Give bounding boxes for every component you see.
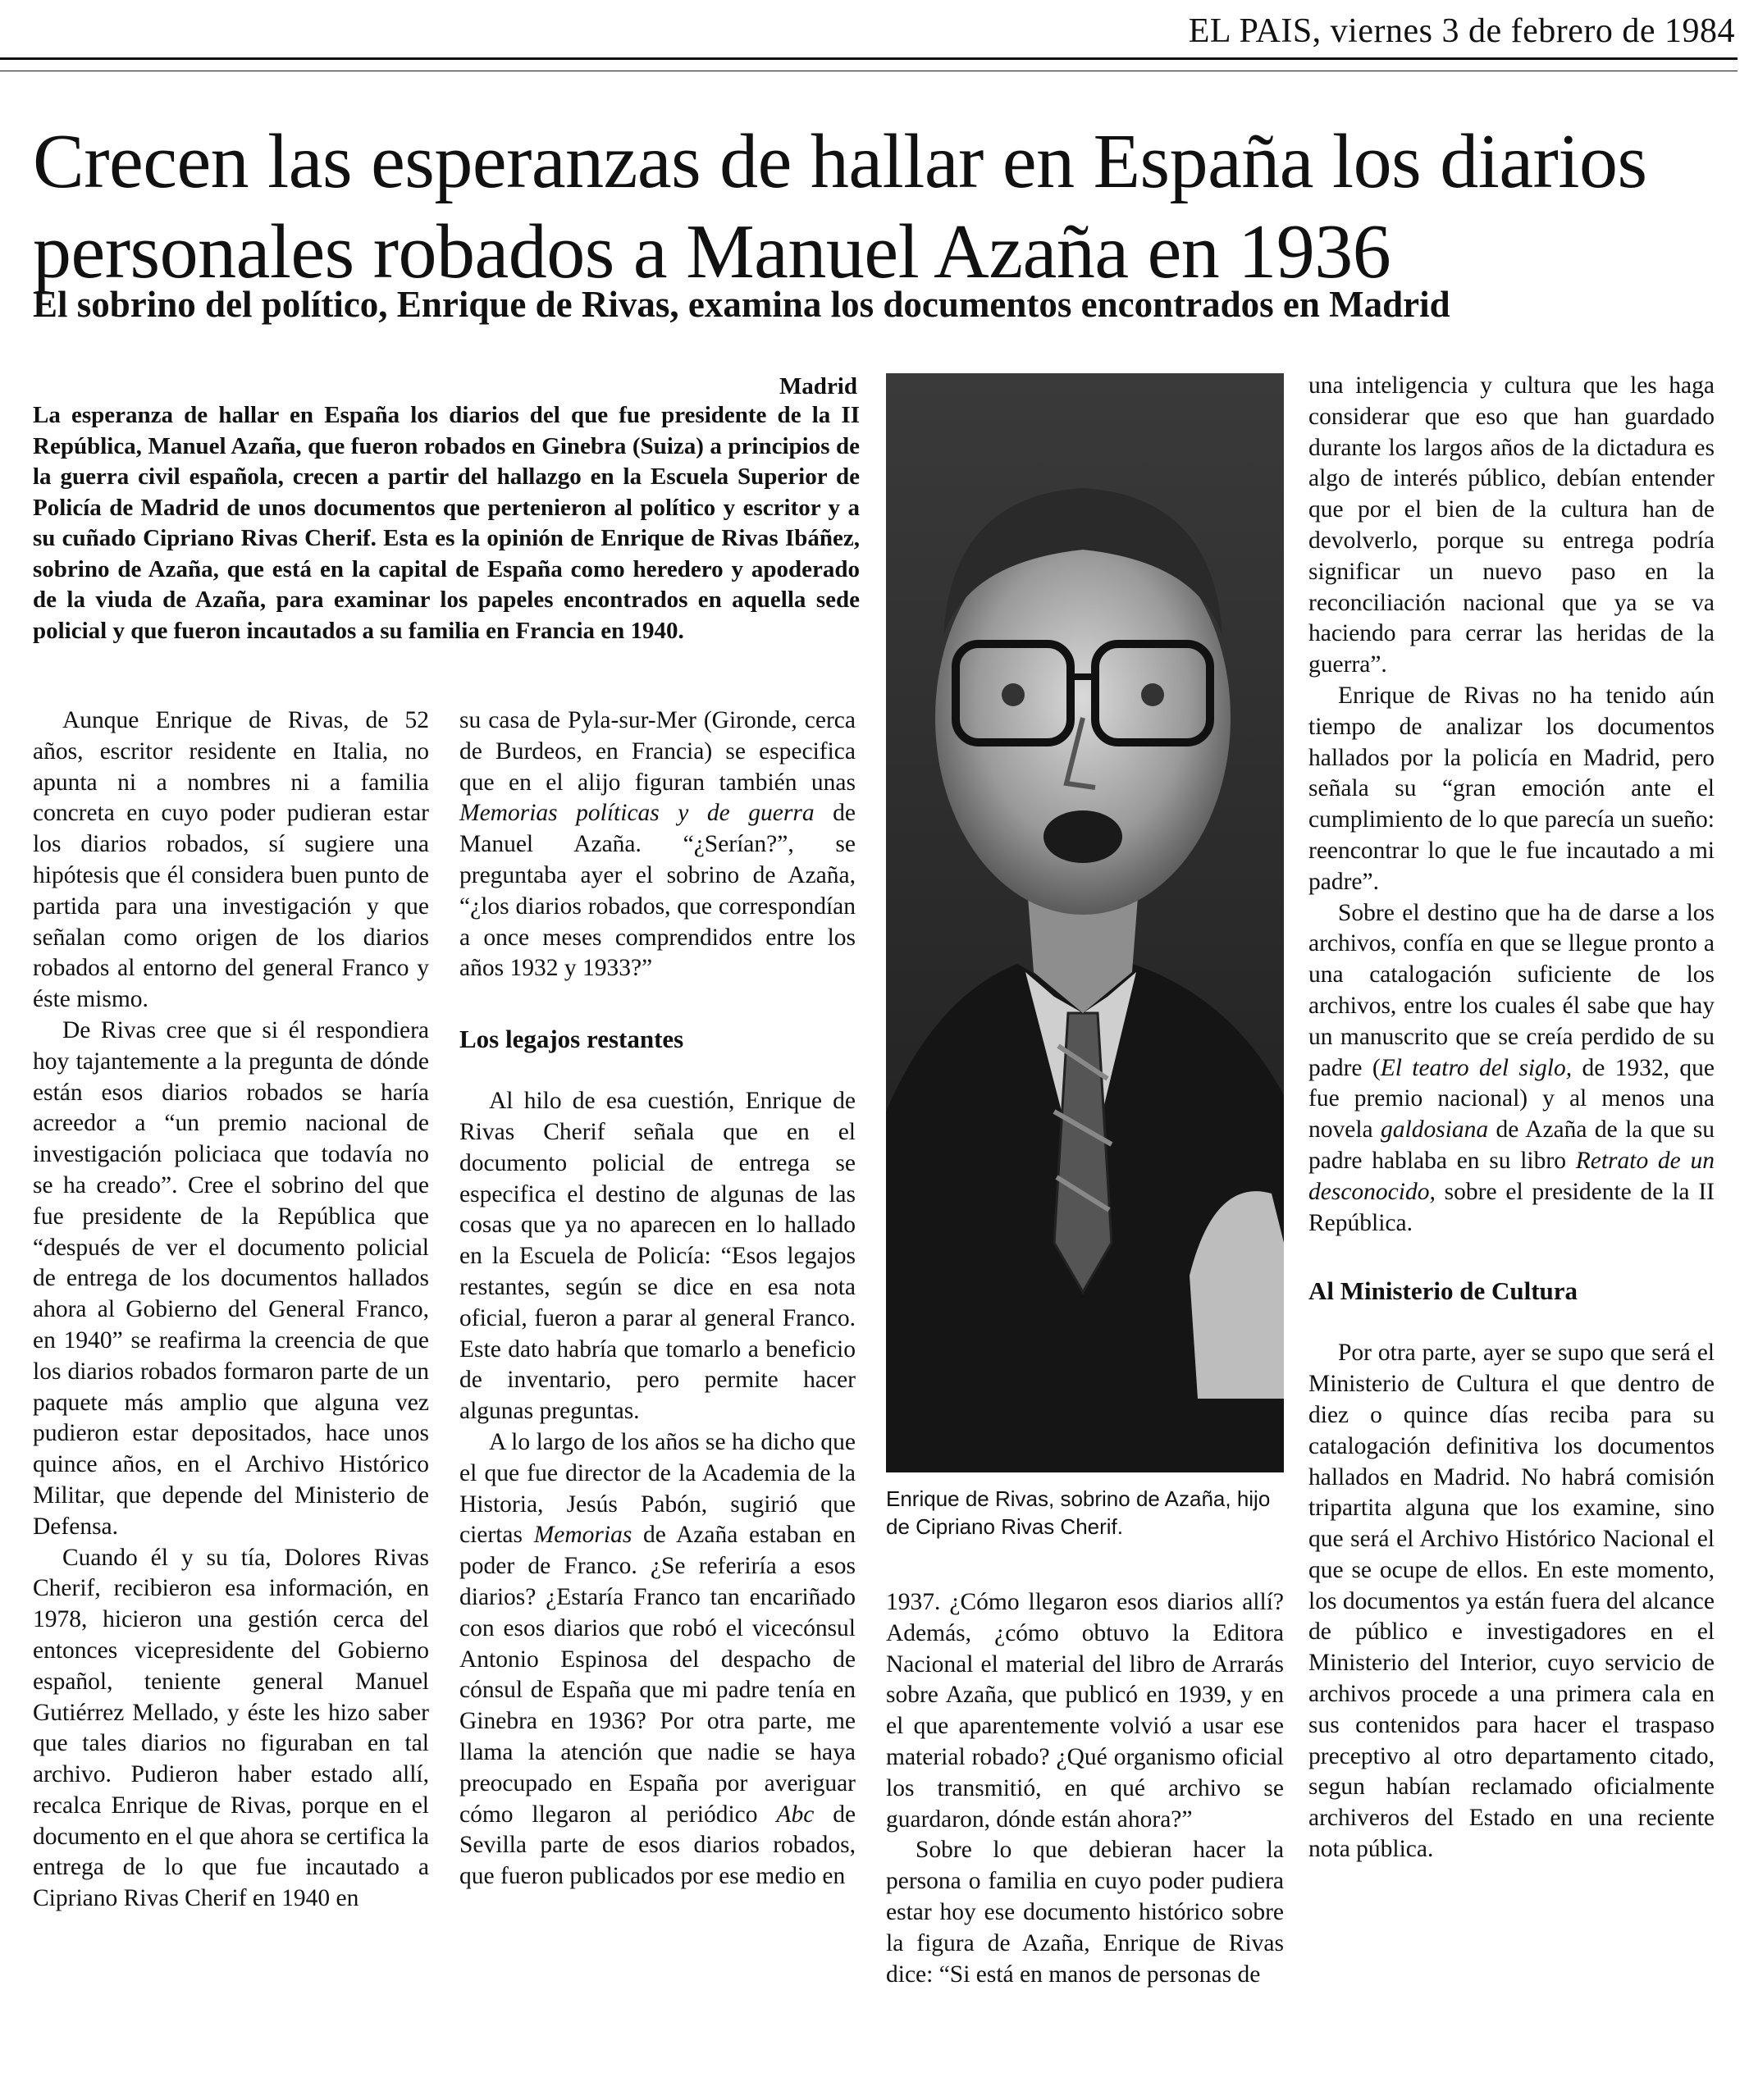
column-2 — [459, 705, 856, 1892]
novel-descriptor: galdosiana — [1381, 1116, 1489, 1144]
paragraph: De Rivas cree que si él respondiera hoy tajantemente a la pregunta de dónde están esos diarios robados se haría acreedor a “un premio nacional de investigación policiaca que todavía no se ha creado”. Cree el sobrino del que fue presidente de la República que “después de ver el documento policial de entrega de los documentos hallados ahora al Gobierno del General Franco, en 1940” se reafirma la creencia de que los diarios robados formaron parte de un paquete más amplio que alguna vez pudieron estar depositados, hace unos quince años, en el Archivo Histórico Militar, que depende del Ministerio de Defensa. — [33, 1016, 429, 1540]
top-rule — [0, 57, 1738, 60]
paragraph: Enrique de Rivas no ha tenido aún tiempo de analizar los documentos hallados por la policía en Madrid, pero señala su “gran emoción ante el cumplimiento de lo que parecía un sueño: reencontrar lo que le fue incautado a mi padre”. — [1308, 682, 1715, 895]
paragraph: Sobre lo que debieran hacer la persona o familia en cuyo poder pudiera estar hoy ese documento histórico sobre la figura de Azaña, Enrique de Rivas dice: “Si está en manos de personas de — [886, 1837, 1284, 1988]
paragraph: Por otra parte, ayer se supo que será el Ministerio de Cultura el que dentro de diez o quince días reciba para su catalogación definitiva los documentos hallados en Madrid. No habrá comisión tripartita alguna que los examine, sino que será el Archivo Histórico Nacional el que se ocupe de ellos. En este momento, los documentos ya están fuera del alcance de público e investigadores en el Ministerio del Interior, cuyo servicio de archivos procede a una primera cala en sus contenidos para hacer el traspaso preceptivo al otro departamento citado, segun habían reclamado oficialmente archiveros del Estado en una reciente nota pública. — [1308, 1340, 1715, 1863]
book-title: Retrato de un desconocido, — [1308, 1147, 1715, 1205]
article-subheadline: El sobrino del político, Enrique de Rivas, examina los documentos encontrados en Madrid — [33, 284, 1450, 325]
paragraph: Al hilo de esa cuestión, Enrique de Rivas Cherif señala que en el documento policial de entrega se especifica el destino de algunas de las cosas que ya no aparecen en lo hallado en la Escuela de Policía: “Esos legajos restantes, según se dice en esa nota oficial, fueron a parar al general Franco. Este dato habría que tomarlo a beneficio de inventario, pero permite hacer algunas preguntas. — [459, 1088, 856, 1425]
book-title: Memorias — [533, 1522, 632, 1549]
column-1 — [33, 705, 429, 1915]
paragraph: Aunque Enrique de Rivas, de 52 años, escritor residente en Italia, no apunta ni a nombres ni a familia concreta en cuyo poder pudieran estar los diarios robados, sí sugiere una hipótesis que él considera buen punto de partida para una investigación y que señalan como origen de los diarios robados al entorno del general Franco y éste mismo. — [33, 707, 429, 1013]
newspaper-title: Abc — [776, 1801, 815, 1828]
article-headline: Crecen las esperanzas de hallar en España los diarios personales robados a Manuel Azaña en 1936 — [33, 119, 1647, 294]
lead-paragraph: La esperanza de hallar en España los diarios del que fue presidente de la II República, Manuel Azaña, que fueron robados en Ginebra (Suiza) a principios de la guerra civil española, crecen a partir del hallazgo en la Escuela Superior de Policía de Madrid de unos documentos que pertenieron al político y escritor y a su cuñado Cipriano Rivas Cherif. Esta es la opinión de Enrique de Rivas Ibáñez, sobrino de Azaña, que está en la capital de España como heredero y apoderado de la viuda de Azaña, para examinar los papeles encontrados en aquella sede policial y que fueron incautados a su familia en Francia en 1940. — [33, 402, 860, 644]
paragraph: 1937. ¿Cómo llegaron esos diarios allí? Además, ¿cómo obtuvo la Editora Nacional el material del libro de Arrarás sobre Azaña, que publicó en 1939, y en el que aparentemente volvió a usar ese material robado? ¿Qué organismo oficial los transmitió, en qué archivo se guardaron, dónde están ahora?” — [886, 1589, 1284, 1833]
paragraph: Sobre el destino que ha de darse a los archivos, confía en que se llegue pronto a una catalogación suficiente de los archivos, entre los cuales él sabe que hay un manuscrito que se creía perdido de su padre (El teatro del siglo, de 1932, que fue premio nacional) y al menos una novela galdosiana de Azaña de la que su padre hablaba en su libro Retrato de un desconocido, sobre el presidente de la II República. — [1308, 899, 1715, 1236]
newspaper-masthead: EL PAIS, viernes 3 de febrero de 1984 — [1188, 12, 1735, 50]
portrait-illustration — [886, 373, 1284, 1472]
paragraph: su casa de Pyla-sur-Mer (Gironde, cerca de Burdeos, en Francia) se especifica que en el alijo figuran también unas Memorias políticas y de guerra de Manuel Azaña. “¿Serían?”, se preguntaba ayer el sobrino de Azaña, “¿los diarios robados, que correspondían a once meses comprendidos entre los años 1932 y 1933?” — [459, 707, 856, 982]
column-4 — [1308, 371, 1715, 1865]
dateline: Madrid — [779, 373, 857, 399]
section-heading: Al Ministerio de Cultura — [1308, 1276, 1578, 1306]
paragraph: Cuando él y su tía, Dolores Rivas Cherif, recibieron esa información, en 1978, hicieron una gestión cerca del entonces vicepresidente del Gobierno español, teniente general Manuel Gutiérrez Mellado, y éste les hizo saber que tales diarios no figuraban en tal archivo. Pudieron haber estado allí, recalca Enrique de Rivas, porque en el documento en el que ahora se certifica la entrega de lo que fue incautado a Cipriano Rivas Cherif en 1940 en — [33, 1544, 429, 1912]
photo-caption: Enrique de Rivas, sobrino de Azaña, hijo de Cipriano Rivas Cherif. — [886, 1486, 1271, 1539]
paragraph: A lo largo de los años se ha dicho que el que fue director de la Academia de la Historia, Jesús Pabón, sugirió que ciertas Memorias de Azaña estaban en poder de Franco. ¿Se referiría a esos diarios? ¿Estaría Franco tan encariñado con esos diarios que robó el vicecónsul Antonio Espinosa del despacho de cónsul de España que mi padre tenía en Ginebra en 1936? Por otra parte, me llama la atención que nadie se haya preocupado en España por averiguar cómo llegaron al periódico Abc de Sevilla parte de esos diarios robados, que fueron publicados por ese medio en — [459, 1428, 856, 1890]
column-3 — [886, 1587, 1284, 1990]
section-heading: Los legajos restantes — [459, 1025, 684, 1054]
book-title: Memorias políticas y de guerra — [459, 800, 815, 827]
portrait-photo — [886, 373, 1284, 1472]
book-title: El teatro del siglo, — [1380, 1054, 1573, 1081]
paragraph: una inteligencia y cultura que les haga considerar que eso que han guardado durante los largos años de la dictadura es algo de interés público, debían entender que por el bien de la cultura han de devolverlo, porque su entrega podría significar un nuevo paso en la reconciliación nacional que ya se va haciendo para cerrar las heridas de la guerra”. — [1308, 372, 1715, 678]
